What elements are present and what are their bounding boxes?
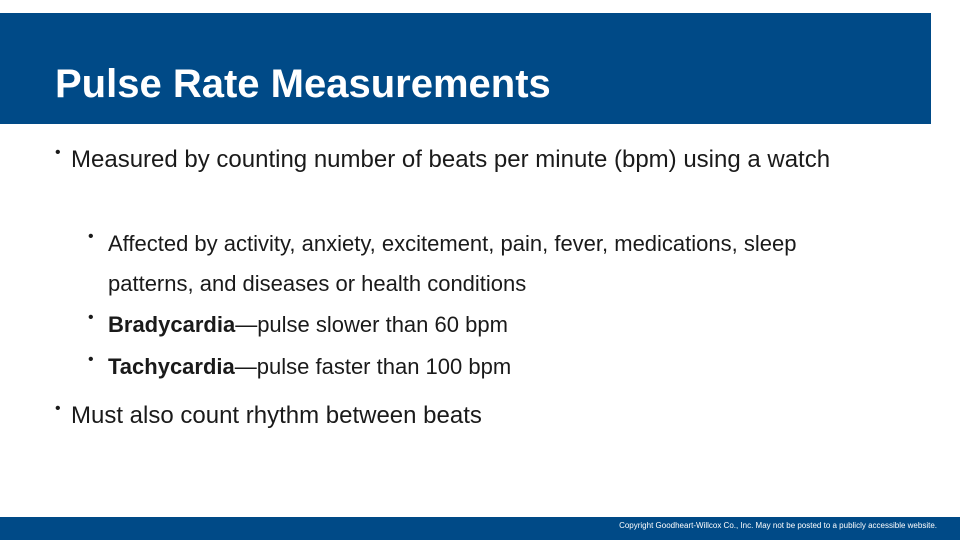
bullet-icon: • xyxy=(55,400,61,417)
term-bradycardia: Bradycardia xyxy=(108,312,236,337)
bullet-item xyxy=(55,140,895,180)
sub-bullet-item xyxy=(88,305,888,345)
term-definition: —pulse slower than 60 bpm xyxy=(235,312,508,337)
sub-bullet-item xyxy=(88,224,888,304)
term-definition: —pulse faster than 100 bpm xyxy=(234,354,512,379)
copyright-notice: Copyright Goodheart-Willcox Co., Inc. May not be posted to a publicly accessible website. xyxy=(619,521,937,530)
bullet-text xyxy=(88,305,888,345)
footer-bar xyxy=(0,517,960,540)
bullet-icon: • xyxy=(88,351,94,368)
bullet-icon: • xyxy=(88,309,94,326)
slide-title: Pulse Rate Measurements xyxy=(55,62,551,106)
bullet-text: Affected by activity, anxiety, excitement, pain, fever, medications, sleep patterns, and diseases or health conditions xyxy=(108,231,797,296)
bullet-item xyxy=(55,396,895,436)
bullet-icon: • xyxy=(88,228,94,245)
bullet-text xyxy=(88,347,888,387)
bullet-text: Measured by counting number of beats per minute (bpm) using a watch xyxy=(71,146,831,173)
bullet-icon: • xyxy=(55,144,61,161)
term-tachycardia: Tachycardia xyxy=(108,354,235,379)
sub-bullet-item xyxy=(88,347,888,387)
bullet-text: Must also count rhythm between beats xyxy=(71,402,482,429)
